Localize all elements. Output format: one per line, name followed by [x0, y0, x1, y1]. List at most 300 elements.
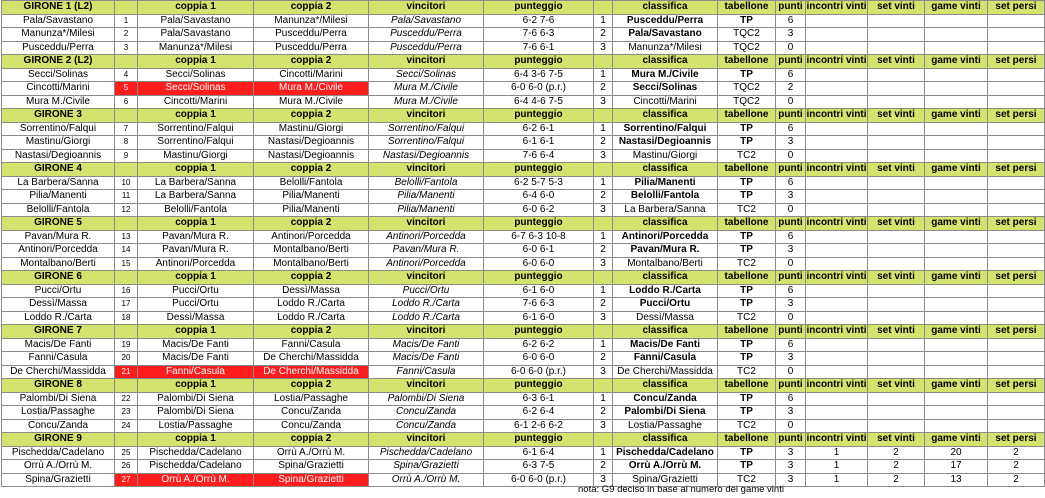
classifica-cell: Pavan/Mura R.: [613, 244, 718, 258]
header-game-vinti: game vinti: [925, 55, 988, 69]
set-vinti-cell: [868, 190, 925, 204]
header-set-persi: set persi: [988, 433, 1045, 447]
incontri-vinti-cell: [806, 136, 868, 150]
header-coppia-2: coppia 2: [254, 163, 369, 177]
header-set-persi: set persi: [988, 325, 1045, 339]
game-vinti-cell: [925, 28, 988, 42]
girone-header-row: [2, 163, 1045, 177]
classifica-cell: Orrù A./Orrù M.: [613, 460, 718, 474]
coppia-1-cell: Manunza*/Milesi: [138, 41, 254, 55]
position-cell: 1: [594, 338, 613, 352]
punteggio-cell: 6-2 6-4: [484, 406, 594, 420]
header-set-vinti: set vinti: [868, 433, 925, 447]
table-row: [2, 203, 1045, 217]
header-blank: [594, 1, 613, 15]
classifica-cell: De Cherchi/Massidda: [613, 365, 718, 379]
header-vincitori: vincitori: [369, 163, 484, 177]
incontri-vinti-cell: [806, 406, 868, 420]
punteggio-cell: 7-6 6-3: [484, 298, 594, 312]
coppia-2-cell: Nastasi/Degioannis: [254, 136, 369, 150]
vincitori-cell: Loddo R./Carta: [369, 311, 484, 325]
punti-cell: 3: [776, 460, 806, 474]
footnote: nota: G9 deciso in base al numero dei game vinti: [578, 484, 784, 495]
incontri-vinti-cell: [806, 352, 868, 366]
punteggio-cell: 6-2 6-1: [484, 122, 594, 136]
header-game-vinti: game vinti: [925, 325, 988, 339]
header-classifica: classifica: [613, 1, 718, 15]
table-row: [2, 244, 1045, 258]
game-vinti-cell: [925, 338, 988, 352]
header-punti: punti: [776, 217, 806, 231]
punti-cell: 0: [776, 203, 806, 217]
header-coppia-2: coppia 2: [254, 109, 369, 123]
set-vinti-cell: [868, 284, 925, 298]
tabellone-cell: TP: [718, 122, 776, 136]
match-number: 23: [115, 406, 138, 420]
team-name: Concu/Zanda: [2, 419, 115, 433]
coppia-2-cell: Belolli/Fantola: [254, 176, 369, 190]
match-number: 17: [115, 298, 138, 312]
header-coppia-1: coppia 1: [138, 55, 254, 69]
header-set-vinti: set vinti: [868, 217, 925, 231]
match-number: 10: [115, 176, 138, 190]
team-name: Manunza*/Milesi: [2, 28, 115, 42]
set-vinti-cell: [868, 257, 925, 271]
incontri-vinti-cell: [806, 338, 868, 352]
table-row: [2, 190, 1045, 204]
vincitori-cell: Mura M./Civile: [369, 95, 484, 109]
coppia-1-cell: La Barbera/Sanna: [138, 176, 254, 190]
team-name: Pischedda/Cadelano: [2, 446, 115, 460]
game-vinti-cell: [925, 365, 988, 379]
header-classifica: classifica: [613, 325, 718, 339]
punteggio-cell: 7-6 6-3: [484, 28, 594, 42]
header-set-persi: set persi: [988, 1, 1045, 15]
game-vinti-cell: [925, 136, 988, 150]
incontri-vinti-cell: [806, 257, 868, 271]
header-set-vinti: set vinti: [868, 1, 925, 15]
header-coppia-1: coppia 1: [138, 379, 254, 393]
header-punteggio: punteggio: [484, 217, 594, 231]
tabellone-cell: TP: [718, 190, 776, 204]
classifica-cell: Montalbano/Berti: [613, 257, 718, 271]
set-vinti-cell: [868, 352, 925, 366]
position-cell: 3: [594, 473, 613, 487]
set-persi-cell: [988, 136, 1045, 150]
girone-title: GIRONE 3: [2, 109, 115, 123]
team-name: Montalbano/Berti: [2, 257, 115, 271]
team-name: Macis/De Fanti: [2, 338, 115, 352]
table-row: [2, 41, 1045, 55]
position-cell: 3: [594, 203, 613, 217]
team-name: Pilia/Manenti: [2, 190, 115, 204]
header-incontri-vinti: incontri vinti: [806, 109, 867, 121]
classifica-cell: Pucci/Ortu: [613, 298, 718, 312]
header-punti: punti: [776, 55, 806, 69]
set-vinti-cell: 2: [868, 446, 925, 460]
tabellone-cell: TP: [718, 136, 776, 150]
coppia-1-cell: Pavan/Mura R.: [138, 230, 254, 244]
tabellone-cell: TP: [718, 352, 776, 366]
punti-cell: 3: [776, 473, 806, 487]
coppia-1-cell: Pala/Savastano: [138, 28, 254, 42]
game-vinti-cell: [925, 41, 988, 55]
coppia-2-cell: Antinori/Porcedda: [254, 230, 369, 244]
game-vinti-cell: 20: [925, 446, 988, 460]
girone-header-row: [2, 433, 1045, 447]
girone-title: GIRONE 7: [2, 325, 115, 339]
incontri-vinti-cell: [806, 244, 868, 258]
header-punti: punti: [776, 433, 806, 447]
header-set-persi: set persi: [988, 55, 1045, 69]
girone-header-row: [2, 325, 1045, 339]
table-row: [2, 446, 1045, 460]
table-row: [2, 28, 1045, 42]
coppia-2-cell: Fanni/Casula: [254, 338, 369, 352]
position-cell: 2: [594, 28, 613, 42]
punteggio-cell: 6-1 2-6 6-2: [484, 419, 594, 433]
game-vinti-cell: [925, 95, 988, 109]
position-cell: 3: [594, 311, 613, 325]
vincitori-cell: Pucci/Ortu: [369, 284, 484, 298]
header-blank: [115, 109, 138, 123]
header-incontri-vinti: incontri vinti: [806, 55, 867, 67]
punteggio-cell: 6-4 4-6 7-5: [484, 95, 594, 109]
punti-cell: 3: [776, 406, 806, 420]
position-cell: 3: [594, 419, 613, 433]
header-coppia-2: coppia 2: [254, 325, 369, 339]
vincitori-cell: Antinori/Porcedda: [369, 230, 484, 244]
vincitori-cell: Spina/Grazietti: [369, 460, 484, 474]
header-punteggio: punteggio: [484, 271, 594, 285]
vincitori-cell: Concu/Zanda: [369, 406, 484, 420]
tabellone-cell: TP: [718, 176, 776, 190]
header-incontri-vinti: incontri vinti: [806, 379, 867, 391]
classifica-cell: Pala/Savastano: [613, 28, 718, 42]
set-vinti-cell: 2: [868, 473, 925, 487]
team-name: La Barbera/Sanna: [2, 176, 115, 190]
coppia-1-cell: Pala/Savastano: [138, 14, 254, 28]
header-punteggio: punteggio: [484, 433, 594, 447]
set-vinti-cell: [868, 41, 925, 55]
team-name: Cincotti/Marini: [2, 82, 115, 96]
punti-cell: 6: [776, 14, 806, 28]
punteggio-cell: 6-1 6-4: [484, 446, 594, 460]
header-coppia-1: coppia 1: [138, 433, 254, 447]
match-number: 7: [115, 122, 138, 136]
tabellone-cell: TQC2: [718, 41, 776, 55]
table-row: [2, 82, 1045, 96]
team-name: Pala/Savastano: [2, 14, 115, 28]
classifica-cell: Pischedda/Cadelano: [613, 446, 718, 460]
girone-title: GIRONE 8: [2, 379, 115, 393]
set-persi-cell: [988, 95, 1045, 109]
vincitori-cell: Secci/Solinas: [369, 68, 484, 82]
classifica-cell: Belolli/Fantola: [613, 190, 718, 204]
table-row: [2, 392, 1045, 406]
set-persi-cell: [988, 68, 1045, 82]
set-vinti-cell: [868, 419, 925, 433]
game-vinti-cell: [925, 122, 988, 136]
punteggio-cell: 7-6 6-1: [484, 41, 594, 55]
classifica-cell: Mastinu/Giorgi: [613, 149, 718, 163]
tabellone-cell: TP: [718, 230, 776, 244]
incontri-vinti-cell: [806, 190, 868, 204]
header-game-vinti: game vinti: [925, 379, 988, 393]
coppia-2-cell: Pusceddu/Perra: [254, 28, 369, 42]
table-row: [2, 338, 1045, 352]
game-vinti-cell: 13: [925, 473, 988, 487]
position-cell: 1: [594, 230, 613, 244]
header-coppia-2: coppia 2: [254, 217, 369, 231]
coppia-1-cell: Pischedda/Cadelano: [138, 446, 254, 460]
header-vincitori: vincitori: [369, 109, 484, 123]
team-name: Mastinu/Giorgi: [2, 136, 115, 150]
classifica-cell: Fanni/Casula: [613, 352, 718, 366]
incontri-vinti-cell: [806, 365, 868, 379]
punteggio-cell: 6-3 6-1: [484, 392, 594, 406]
coppia-2-cell: Nastasi/Degioannis: [254, 149, 369, 163]
vincitori-cell: Antinori/Porcedda: [369, 257, 484, 271]
table-row: [2, 460, 1045, 474]
set-vinti-cell: [868, 28, 925, 42]
classifica-cell: Loddo R./Carta: [613, 284, 718, 298]
vincitori-cell: Macis/De Fanti: [369, 352, 484, 366]
punteggio-cell: 6-1 6-1: [484, 136, 594, 150]
coppia-2-cell: Pusceddu/Perra: [254, 41, 369, 55]
position-cell: 2: [594, 244, 613, 258]
set-vinti-cell: 2: [868, 460, 925, 474]
set-vinti-cell: [868, 14, 925, 28]
classifica-cell: Secci/Solinas: [613, 82, 718, 96]
game-vinti-cell: [925, 298, 988, 312]
position-cell: 3: [594, 41, 613, 55]
set-persi-cell: [988, 190, 1045, 204]
header-game-vinti: game vinti: [925, 109, 988, 123]
header-vincitori: vincitori: [369, 55, 484, 69]
game-vinti-cell: [925, 419, 988, 433]
vincitori-cell: Pavan/Mura R.: [369, 244, 484, 258]
table-row: [2, 365, 1045, 379]
game-vinti-cell: 17: [925, 460, 988, 474]
classifica-cell: Mura M./Civile: [613, 68, 718, 82]
header-incontri-vinti: incontri vinti: [806, 433, 867, 445]
position-cell: 1: [594, 122, 613, 136]
vincitori-cell: Pusceddu/Perra: [369, 41, 484, 55]
classifica-cell: Manunza*/Milesi: [613, 41, 718, 55]
match-number: 9: [115, 149, 138, 163]
header-set-vinti: set vinti: [868, 271, 925, 285]
punteggio-cell: 6-1 6-0: [484, 284, 594, 298]
header-set-persi: set persi: [988, 379, 1045, 393]
header-vincitori: vincitori: [369, 1, 484, 15]
game-vinti-cell: [925, 406, 988, 420]
punti-cell: 6: [776, 284, 806, 298]
header-classifica: classifica: [613, 55, 718, 69]
header-set-vinti: set vinti: [868, 109, 925, 123]
set-persi-cell: [988, 41, 1045, 55]
header-punteggio: punteggio: [484, 379, 594, 393]
position-cell: 1: [594, 392, 613, 406]
punteggio-cell: 6-0 6-0: [484, 257, 594, 271]
header-coppia-2: coppia 2: [254, 433, 369, 447]
team-name: Nastasi/Degioannis: [2, 149, 115, 163]
set-persi-cell: 2: [988, 473, 1045, 487]
set-vinti-cell: [868, 230, 925, 244]
header-coppia-2: coppia 2: [254, 379, 369, 393]
table-row: [2, 352, 1045, 366]
punti-cell: 3: [776, 352, 806, 366]
punteggio-cell: 6-2 7-6: [484, 14, 594, 28]
header-set-vinti: set vinti: [868, 163, 925, 177]
vincitori-cell: Pala/Savastano: [369, 14, 484, 28]
coppia-1-cell: Lostia/Passaghe: [138, 419, 254, 433]
coppia-2-cell: Mura M./Civile: [254, 82, 369, 96]
tabellone-cell: TC2: [718, 149, 776, 163]
set-persi-cell: 2: [988, 460, 1045, 474]
match-number: 4: [115, 68, 138, 82]
set-vinti-cell: [868, 244, 925, 258]
set-persi-cell: 2: [988, 446, 1045, 460]
girone-header-row: [2, 271, 1045, 285]
table-row: [2, 257, 1045, 271]
header-incontri-vinti: incontri vinti: [806, 271, 867, 283]
position-cell: 2: [594, 298, 613, 312]
match-number: 19: [115, 338, 138, 352]
incontri-vinti-cell: [806, 149, 868, 163]
vincitori-cell: Sorrentino/Falqui: [369, 136, 484, 150]
punteggio-cell: 7-6 6-4: [484, 149, 594, 163]
game-vinti-cell: [925, 352, 988, 366]
set-persi-cell: [988, 406, 1045, 420]
set-vinti-cell: [868, 392, 925, 406]
set-persi-cell: [988, 122, 1045, 136]
match-number: 20: [115, 352, 138, 366]
set-persi-cell: [988, 352, 1045, 366]
header-punti: punti: [776, 325, 806, 339]
punti-cell: 0: [776, 95, 806, 109]
coppia-2-cell: Mura M./Civile: [254, 95, 369, 109]
coppia-1-cell: Palombi/Di Siena: [138, 406, 254, 420]
position-cell: 1: [594, 284, 613, 298]
set-persi-cell: [988, 203, 1045, 217]
match-number: 5: [115, 82, 138, 96]
tabellone-cell: TP: [718, 406, 776, 420]
match-number: 15: [115, 257, 138, 271]
set-vinti-cell: [868, 149, 925, 163]
coppia-2-cell: Concu/Zanda: [254, 419, 369, 433]
set-vinti-cell: [868, 95, 925, 109]
coppia-2-cell: Dessì/Massa: [254, 284, 369, 298]
punti-cell: 0: [776, 311, 806, 325]
header-classifica: classifica: [613, 163, 718, 177]
position-cell: 3: [594, 365, 613, 379]
header-blank: [594, 217, 613, 231]
punteggio-cell: 6-0 6-2: [484, 203, 594, 217]
vincitori-cell: Macis/De Fanti: [369, 338, 484, 352]
set-persi-cell: [988, 14, 1045, 28]
team-name: Belolli/Fantola: [2, 203, 115, 217]
tabellone-cell: TP: [718, 14, 776, 28]
position-cell: 3: [594, 95, 613, 109]
coppia-1-cell: Sorrentino/Falqui: [138, 136, 254, 150]
punti-cell: 0: [776, 419, 806, 433]
header-game-vinti: game vinti: [925, 433, 988, 447]
girone-title: GIRONE 9: [2, 433, 115, 447]
coppia-1-cell: Cincotti/Marini: [138, 95, 254, 109]
set-vinti-cell: [868, 176, 925, 190]
coppia-1-cell: Macis/De Fanti: [138, 338, 254, 352]
match-number: 24: [115, 419, 138, 433]
coppia-2-cell: Concu/Zanda: [254, 406, 369, 420]
set-persi-cell: [988, 28, 1045, 42]
punti-cell: 0: [776, 257, 806, 271]
incontri-vinti-cell: [806, 419, 868, 433]
punti-cell: 0: [776, 365, 806, 379]
classifica-cell: Pusceddu/Perra: [613, 14, 718, 28]
header-set-vinti: set vinti: [868, 55, 925, 69]
classifica-cell: Palombi/Di Siena: [613, 406, 718, 420]
set-persi-cell: [988, 257, 1045, 271]
header-punteggio: punteggio: [484, 325, 594, 339]
coppia-2-cell: Manunza*/Milesi: [254, 14, 369, 28]
coppia-2-cell: Loddo R./Carta: [254, 298, 369, 312]
header-game-vinti: game vinti: [925, 1, 988, 15]
header-blank: [594, 109, 613, 123]
punteggio-cell: 6-2 5-7 5-3: [484, 176, 594, 190]
header-tabellone: tabellone: [718, 217, 776, 231]
header-tabellone: tabellone: [718, 271, 776, 285]
incontri-vinti-cell: [806, 68, 868, 82]
header-set-vinti: set vinti: [868, 379, 925, 393]
team-name: Secci/Solinas: [2, 68, 115, 82]
header-tabellone: tabellone: [718, 163, 776, 177]
set-persi-cell: [988, 392, 1045, 406]
team-name: Lostia/Passaghe: [2, 406, 115, 420]
punti-cell: 6: [776, 392, 806, 406]
header-set-persi: set persi: [988, 163, 1045, 177]
position-cell: 3: [594, 257, 613, 271]
match-number: 2: [115, 28, 138, 42]
incontri-vinti-cell: [806, 203, 868, 217]
incontri-vinti-cell: [806, 284, 868, 298]
girone-title: GIRONE 6: [2, 271, 115, 285]
header-punteggio: punteggio: [484, 109, 594, 123]
punti-cell: 3: [776, 190, 806, 204]
tabellone-cell: TP: [718, 244, 776, 258]
classifica-cell: Cincotti/Marini: [613, 95, 718, 109]
punti-cell: 0: [776, 41, 806, 55]
tabellone-cell: TP: [718, 338, 776, 352]
game-vinti-cell: [925, 284, 988, 298]
punteggio-cell: 6-7 6-3 10-8: [484, 230, 594, 244]
header-coppia-1: coppia 1: [138, 109, 254, 123]
table-row: [2, 298, 1045, 312]
header-tabellone: tabellone: [718, 109, 776, 123]
coppia-2-cell: Montalbano/Berti: [254, 244, 369, 258]
position-cell: 2: [594, 82, 613, 96]
coppia-1-cell: Palombi/Di Siena: [138, 392, 254, 406]
header-vincitori: vincitori: [369, 325, 484, 339]
header-coppia-1: coppia 1: [138, 217, 254, 231]
game-vinti-cell: [925, 149, 988, 163]
header-blank: [115, 55, 138, 69]
team-name: Orrù A./Orrù M.: [2, 460, 115, 474]
game-vinti-cell: [925, 257, 988, 271]
set-vinti-cell: [868, 82, 925, 96]
coppia-2-cell: Orrù A./Orrù M.: [254, 446, 369, 460]
header-coppia-2: coppia 2: [254, 271, 369, 285]
